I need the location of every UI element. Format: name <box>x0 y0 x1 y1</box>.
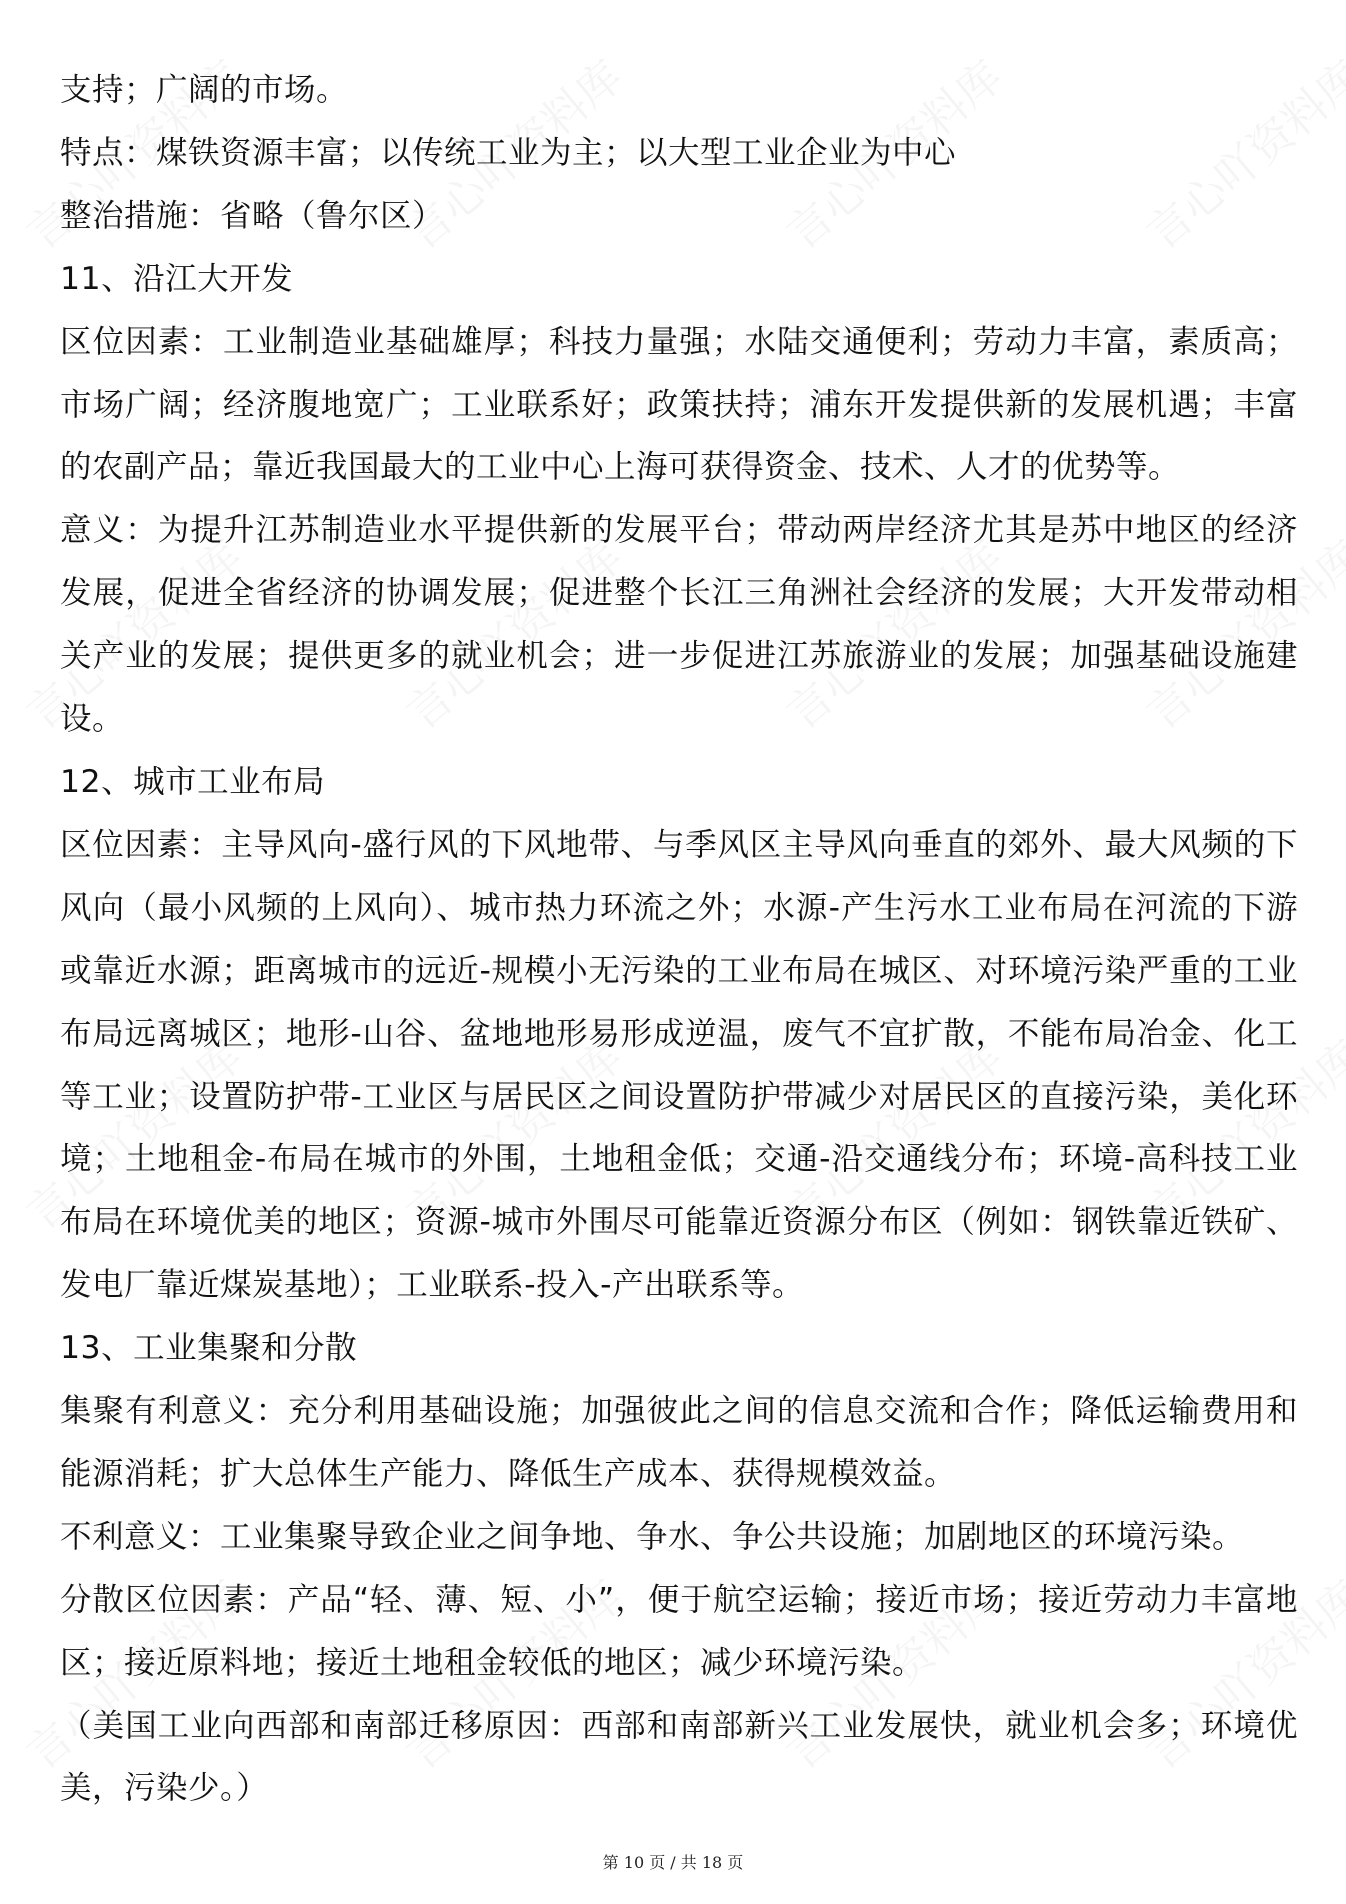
paragraph: 分散区位因素：产品“轻、薄、短、小”，便于航空运输；接近市场；接近劳动力丰富地区；接近原料地；接近土地租金较低的地区；减少环境污染。 <box>60 1581 1298 1681</box>
page-number-footer: 第 10 页 / 共 18 页 <box>602 1853 744 1872</box>
paragraph: 区位因素：工业制造业基础雄厚；科技力量强；水陆交通便利；劳动力丰富，素质高；市场广阔；经济腹地宽广；工业联系好；政策扶持；浦东开发提供新的发展机遇；丰富的农副产品；靠近我国最大的工业中心上海可获得资金、技术、人才的优势等。 <box>60 323 1298 486</box>
paragraph: 支持；广阔的市场。 <box>60 72 349 108</box>
paragraph: 特点：煤铁资源丰富；以传统工业为主；以大型工业企业为中心 <box>60 134 957 171</box>
section-heading: 11、沿江大开发 <box>60 260 294 297</box>
paragraph: 集聚有利意义：充分利用基础设施；加强彼此之间的信息交流和合作；降低运输费用和能源消耗；扩大总体生产能力、降低生产成本、获得规模效益。 <box>60 1393 1298 1492</box>
paragraph: 意义：为提升江苏制造业水平提供新的发展平台；带动两岸经济尤其是苏中地区的经济发展，促进全省经济的协调发展；促进整个长江三角洲社会经济的发展；大开发带动相关产业的发展；提供更多的就业机会；进一步促进江苏旅游业的发展；加强基础设施建设。 <box>60 512 1298 738</box>
paragraph: （美国工业向西部和南部迁移原因：西部和南部新兴工业发展快，就业机会多；环境优美，污染少。） <box>60 1707 1298 1807</box>
section-heading: 12、城市工业布局 <box>60 763 326 800</box>
paragraph: 区位因素：主导风向-盛行风的下风地带、与季风区主导风向垂直的郊外、最大风频的下风向（最小风频的上风向）、城市热力环流之外；水源-产生污水工业布局在河流的下游或靠近水源；距离城市的远近-规模小无污染的工业布局在城区、对环境污染严重的工业布局远离城区；地形-山谷、盆地地形易形成逆温，废气不宜扩散，不能布局冶金、化工等工业；设置防护带-工业区与居民区之间设置防护带减少对居民区的直接污染，美化环境；土地租金-布局在城市的外围，土地租金低；交通-沿交通线分布；环境-高科技工业布局在环境优美的地区；资源-城市外围尽可能靠近资源分布区（例如：钢铁靠近铁矿、发电厂靠近煤炭基地）；工业联系-投入-产出联系等。 <box>60 826 1298 1304</box>
document-body <box>60 59 1298 1820</box>
paragraph: 不利意义：工业集聚导致企业之间争地、争水、争公共设施；加剧地区的环境污染。 <box>60 1518 1245 1555</box>
paragraph: 整治措施：省略（鲁尔区） <box>60 197 445 234</box>
section-heading: 13、工业集聚和分散 <box>60 1330 358 1367</box>
